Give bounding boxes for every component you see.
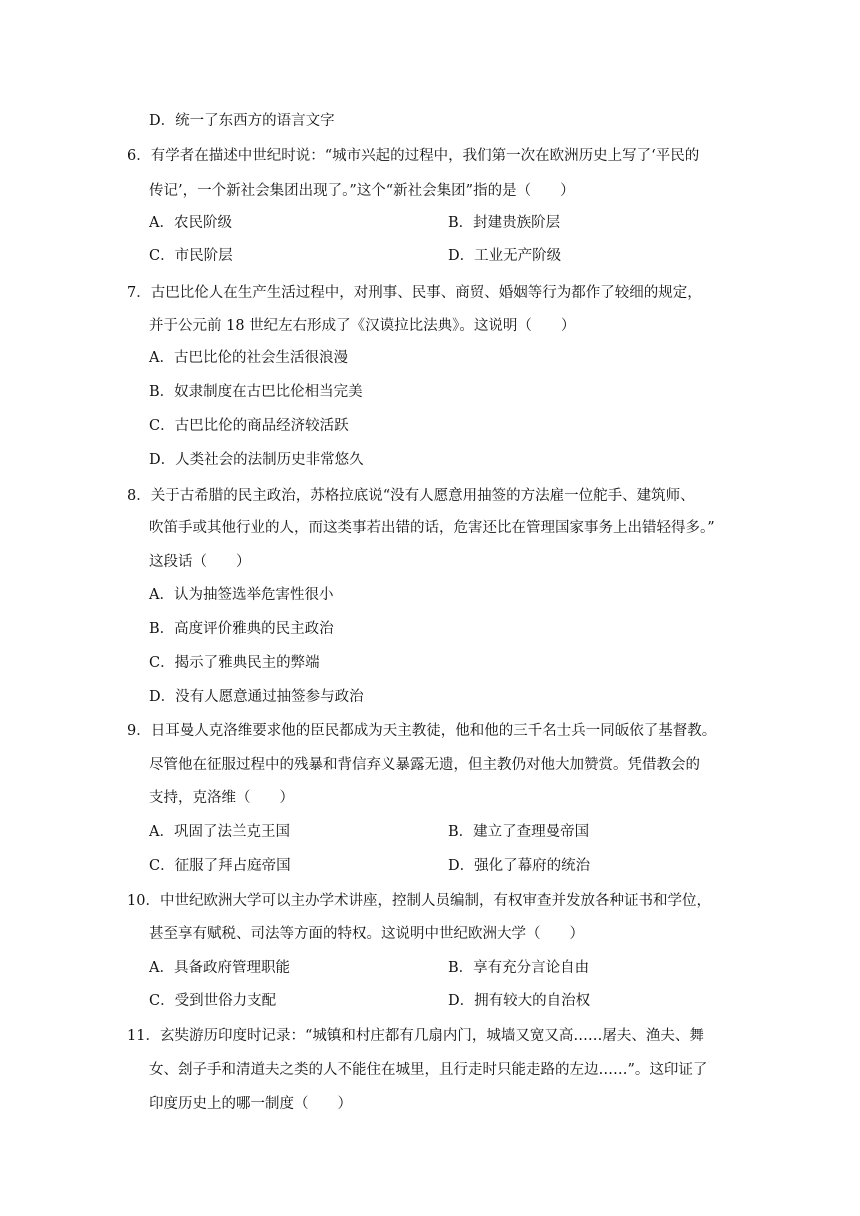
q8-option-a: A．认为抽签选举危害性很小: [149, 587, 334, 603]
q6-stem: 6．有学者在描述中世纪时说：“城市兴起的过程中，我们第一次在欧洲历史上写了‘平民的: [127, 148, 700, 164]
q7-stem: 7．古巴比伦人在生产生活过程中，对刑事、民事、商贸、婚姻等行为都作了较细的规定，: [127, 285, 702, 301]
q9-stem-cont2: 支持，克洛维（ ）: [149, 790, 294, 806]
q9-stem-cont: 尽管他在征服过程中的残暴和背信弃义暴露无遗，但主教仍对他大加赞赏。凭借教会的: [149, 757, 700, 773]
q8-option-b: B．高度评价雅典的民主政治: [149, 621, 334, 637]
q7-option-d: D．人类社会的法制历史非常悠久: [149, 452, 364, 468]
q9-option-d: D．强化了幕府的统治: [448, 858, 591, 874]
q8-option-c: C．揭示了雅典民主的弊端: [149, 655, 320, 671]
q10-option-b: B．享有充分言论自由: [448, 960, 590, 976]
q7-stem-cont: 并于公元前 18 世纪左右形成了《汉谟拉比法典》。这说明（ ）: [149, 318, 576, 334]
q10-stem-cont: 甚至享有赋税、司法等方面的特权。这说明中世纪欧洲大学（ ）: [149, 926, 584, 942]
q9-option-b: B．建立了查理曼帝国: [448, 824, 590, 840]
q10-option-d: D．拥有较大的自治权: [448, 993, 591, 1009]
q10-option-c: C．受到世俗力支配: [149, 993, 277, 1009]
q7-option-b: B．奴隶制度在古巴比伦相当完美: [149, 384, 363, 400]
q11-stem-cont2: 印度历史上的哪一制度（ ）: [149, 1096, 352, 1112]
q6-option-a: A．农民阶级: [149, 215, 232, 231]
q9-stem: 9．日耳曼人克洛维要求他的臣民都成为天主教徒，他和他的三千名士兵一同皈依了基督教。: [127, 723, 717, 739]
q8-stem: 8．关于古希腊的民主政治，苏格拉底说“没有人愿意用抽签的方法雇一位舵手、建筑师、: [127, 488, 695, 504]
q9-option-c: C．征服了拜占庭帝国: [149, 858, 291, 874]
q7-option-c: C．古巴比伦的商品经济较活跃: [149, 418, 349, 434]
q8-option-d: D．没有人愿意通过抽签参与政治: [149, 689, 364, 705]
q10-option-a: A．具备政府管理职能: [149, 960, 290, 976]
q6-option-b: B．封建贵族阶层: [448, 215, 561, 231]
q6-option-d: D．工业无产阶级: [448, 248, 562, 264]
q6-option-c: C．市民阶层: [149, 248, 233, 264]
q7-option-a: A．古巴比伦的社会生活很浪漫: [149, 350, 348, 366]
q5-option-d: D．统一了东西方的语言文字: [149, 113, 335, 129]
q11-stem-cont: 女、刽子手和清道夫之类的人不能住在城里，且行走时只能走路的左边……”。这印证了: [149, 1062, 708, 1078]
q8-stem-cont2: 这段话（ ）: [149, 554, 251, 570]
q9-option-a: A．巩固了法兰克王国: [149, 824, 290, 840]
q10-stem: 10．中世纪欧洲大学可以主办学术讲座，控制人员编制，有权审查并发放各种证书和学位，: [127, 893, 711, 909]
q6-stem-cont: 传记’，一个新社会集团出现了。”这个“新社会集团”指的是（ ）: [149, 183, 575, 199]
q11-stem: 11．玄奘游历印度时记录：“城镇和村庄都有几扇内门，城墙又宽又高……屠夫、渔夫、舞: [127, 1028, 704, 1044]
q8-stem-cont: 吹笛手或其他行业的人，而这类事若出错的话，危害还比在管理国家事务上出错轻得多。”: [149, 520, 715, 536]
